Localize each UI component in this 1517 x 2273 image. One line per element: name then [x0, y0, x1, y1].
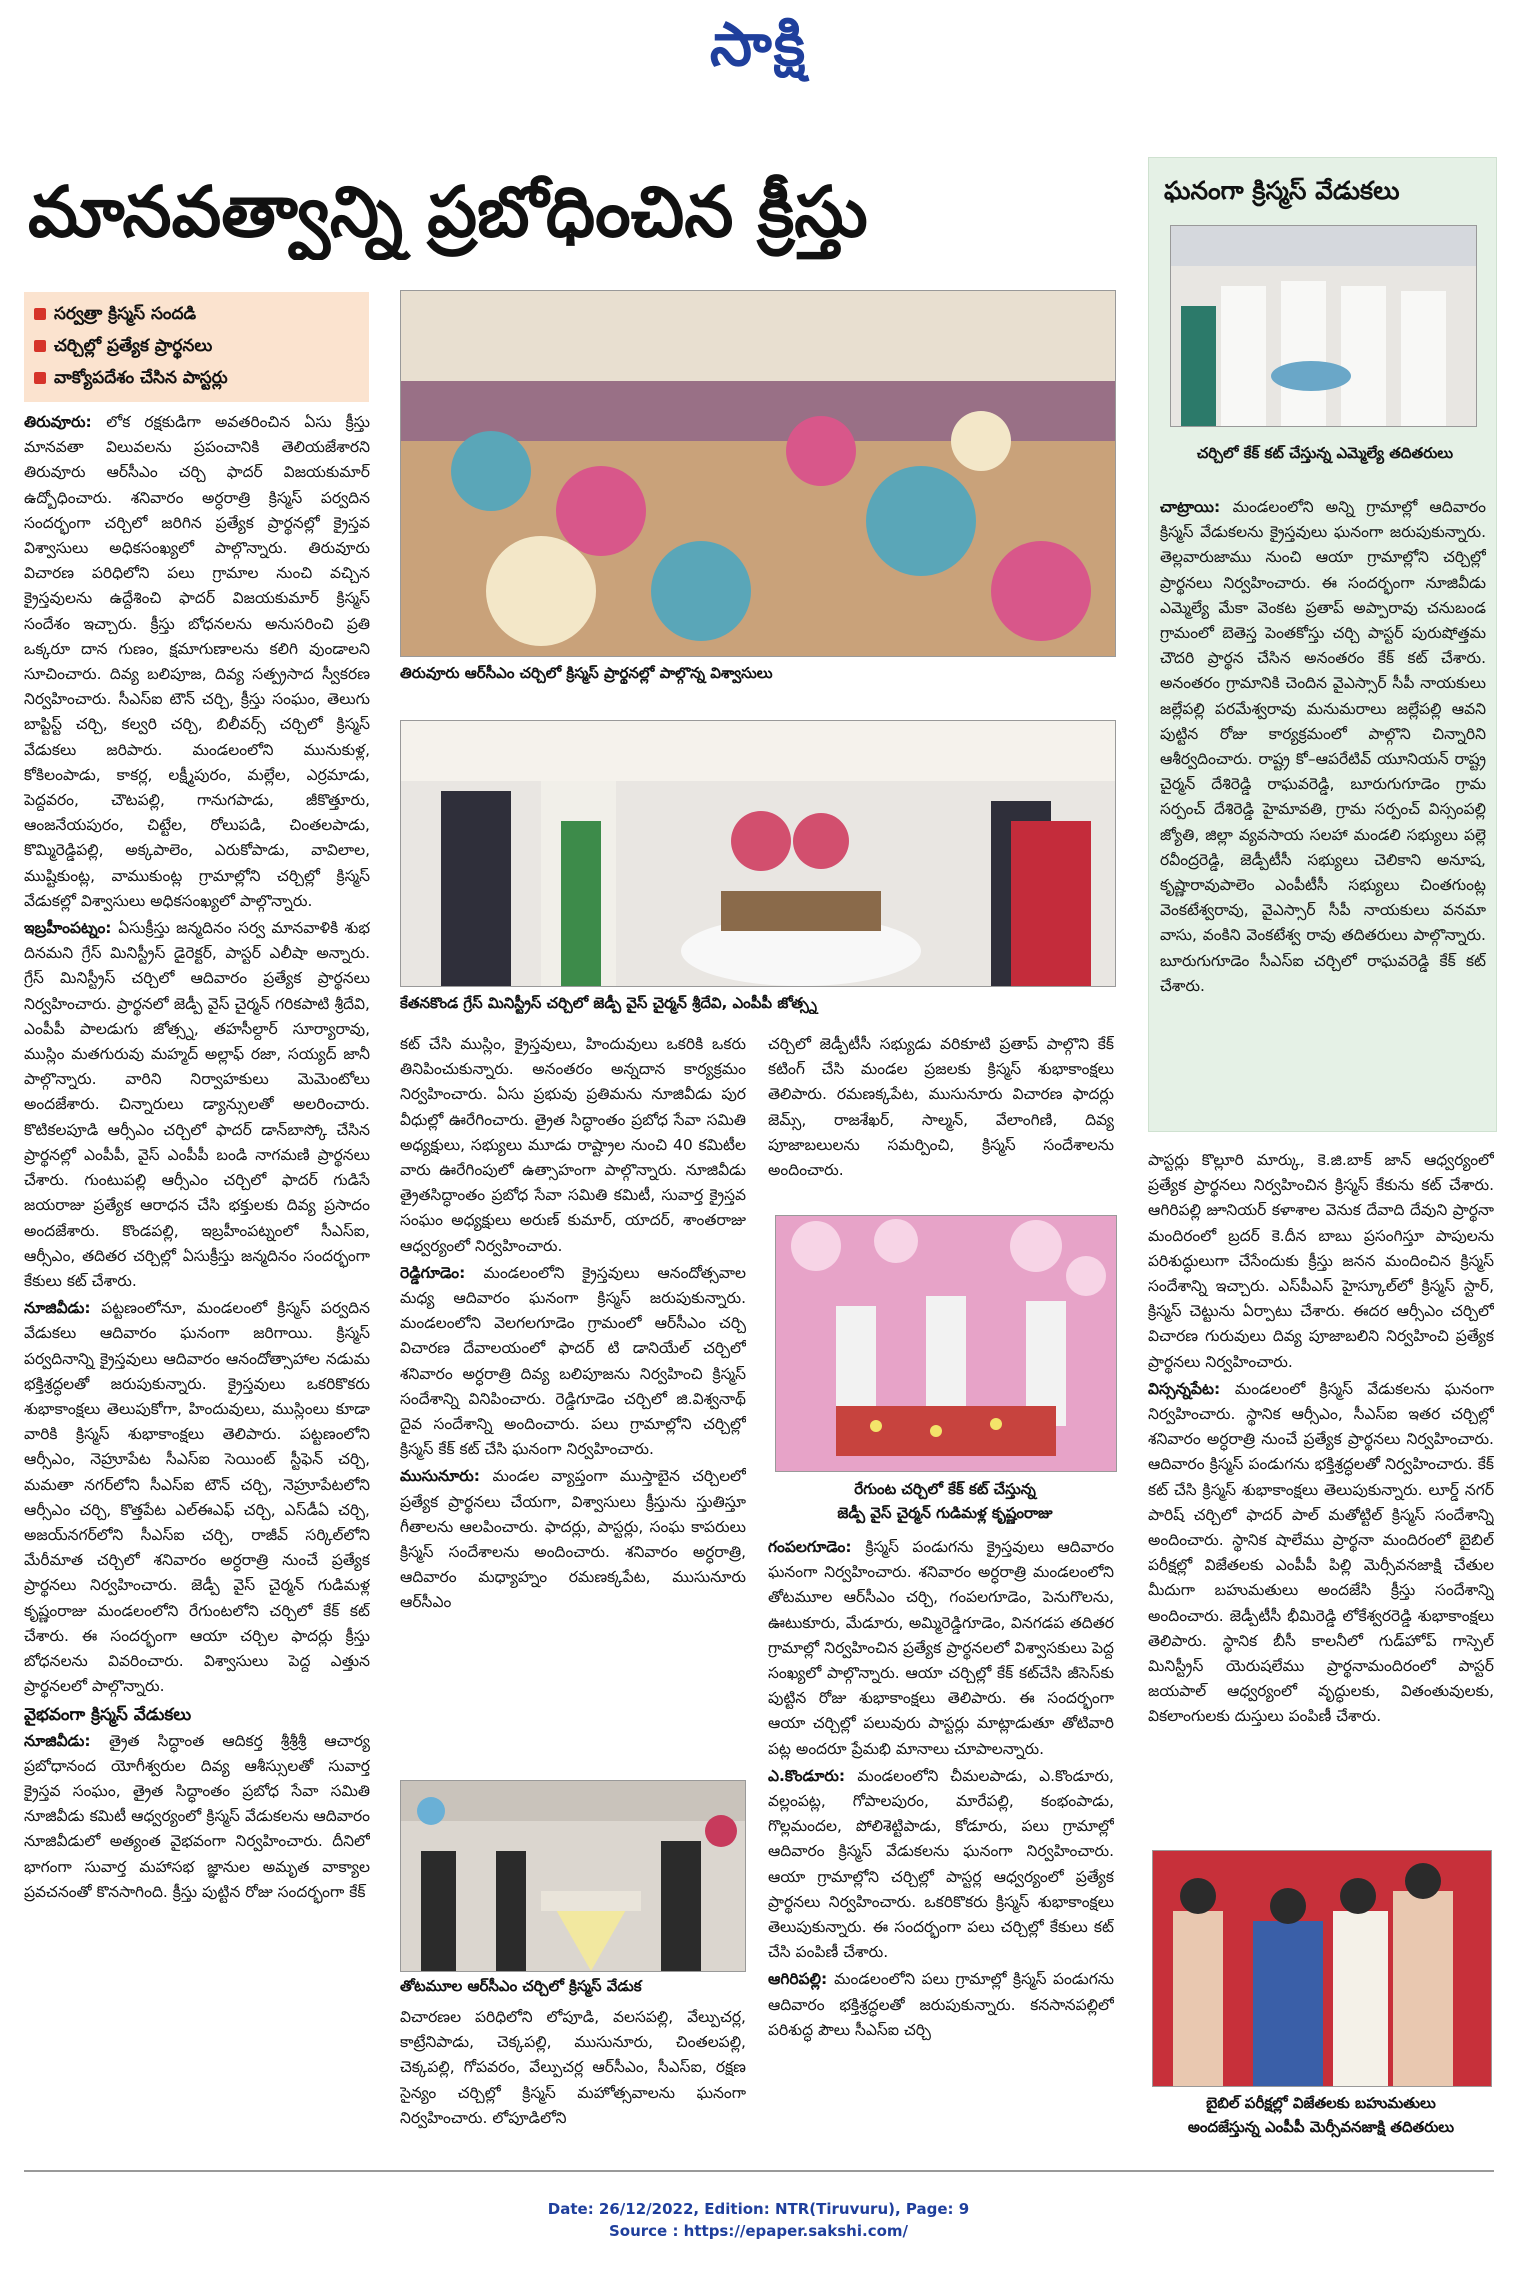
paragraph	[400, 1032, 746, 1259]
dateline: చాట్రాయి:	[1160, 498, 1233, 516]
paragraph	[1148, 1148, 1494, 1375]
sidebar-text	[1160, 495, 1486, 1123]
paragraph-text: త్రైత సిద్ధాంత ఆదికర్త శ్రీశ్రీశ్రీ ఆచార్య ప్రబోధానంద యోగీశ్వరుల దివ్య ఆశీస్సులతో సువార్త క్రైస్తవ సంఘం, త్రైత సిద్ధాంతం ప్రబోధ సేవా సమితి నూజివీడు కమిటీ ఆధ్వర్యంలో క్రిస్మస్ వేడుకలను ఆదివారం నూజివీడులో అత్యంత వైభవంగా నిర్వహించారు. దీనిలో భాగంగా సువార్త మహాసభ జ్ఞానుల అమృత వాక్యాల ప్రవచనంతో కొనసాగింది. క్రీస్తు పుట్టిన రోజు సందర్భంగా కేక్	[24, 1731, 370, 1901]
paragraph	[400, 2005, 746, 2131]
article-column-4	[1148, 1148, 1494, 1843]
paragraph-text: పట్టణంలోనూ, మండలంలో క్రిస్మస్ పర్వదిన వేడుకలు ఆదివారం ఘనంగా జరిగాయి. క్రిస్మస్ పర్వదినాన్ని క్రైస్తవులు ఆదివారం ఆనందోత్సాహాల నడుమ భక్తిశ్రద్ధలతో జరుపుకున్నారు. క్రైస్తవులు ఒకరికొకరు శుభాకాంక్షలు తెలుపుకోగా, హిందువులు, ముస్లింలు కూడా వారికి క్రిస్మస్ శుభాకాంక్షలు తెలిపారు. పట్టణంలోని ఆర్సీఎం, నెహ్రూపేట సీఎస్ఐ సెయింట్ స్టీఫెన్ చర్చి, మమతా నగర్‌లోని సీఎస్ఐ టౌన్ చర్చి, నెహ్రూపేటలోని ఆర్సీఎం చర్చి, కొత్తపేట ఎల్‌ఈఎఫ్ చర్చి, ఎస్‌డీఏ చర్చి, అజయ్‌నగర్‌లోని సీఎస్ఐ చర్చి, రాజీవ్ సర్కిల్‌లోని మేరీమాత చర్చిలో శనివారం అర్ధరాత్రి నుంచే ప్రత్యేక ప్రార్థనలు నిర్వహించారు. జెడ్పీ వైస్ చైర్మన్ గుడిమళ్ల కృష్ణంరాజు మండలంలోని రేగుంటలోని చర్చిలో కేక్ కట్ చేశారు. ఈ సందర్భంగా ఆయా చర్చిల ఫాదర్లు క్రీస్తు బోధనలను వివరించారు. విశ్వాసులు పెద్ద ఎత్తున ప్రార్థనలలో పాల్గొన్నారు.	[24, 1299, 370, 1696]
photo-caption: తిరువూరు ఆర్‌సీఎం చర్చిలో క్రిస్మస్ ప్రార్థనల్లో పాల్గొన్న విశ్వాసులు	[400, 664, 773, 682]
bullet-box	[24, 292, 369, 402]
photo-thotamula-church	[400, 1780, 746, 1972]
paragraph	[768, 1967, 1114, 2043]
article-column-2-bottom	[400, 2005, 746, 2155]
paragraph-text: మండలంలోని చీమలపాడు, ఎ.కొండూరు, వల్లంపట్ల, గోపాలపురం, మారేపల్లి, కంభంపాడు, గొల్లమందల, పోలిశెట్టిపాడు, కోడూరు, పలు గ్రామాల్లో ఆదివారం క్రిస్మస్ వేడుకలను ఘనంగా నిర్వహించారు. ఆయా గ్రామాల్లోని చర్చిల్లో పాస్టర్ల ఆధ్వర్యంలో ప్రత్యేక ప్రార్థనలు నిర్వహించారు. ఒకరికొకరు క్రిస్మస్ శుభాకాంక్షలు తెలుపుకున్నారు. ఈ సందర్భంగా పలు చర్చిల్లో కేకులు కట్ చేసి పంపిణీ చేశారు.	[768, 1766, 1114, 1962]
headline: మానవత్వాన్ని ప్రబోధించిన క్రీస్తు	[28, 171, 868, 253]
photo-mla-cake	[1170, 225, 1477, 427]
paragraph	[768, 1032, 1114, 1183]
dateline: విస్సన్నపేట:	[1148, 1379, 1235, 1398]
photo-caption: జెడ్పీ వైస్ చైర్మన్ గుడిమళ్ల కృష్ణంరాజు	[837, 1504, 1053, 1522]
paragraph	[24, 1729, 370, 1905]
photo-caption: కేతనకొండ గ్రేస్ మినిస్ట్రీస్ చర్చిలో జెడ్పీ వైస్ చైర్మన్ శ్రీదేవి, ఎంపీపీ జోత్స్న	[400, 994, 817, 1012]
paragraph-text: చర్చిలో జెడ్పీటీసీ సభ్యుడు వరికూటి ప్రతాప్ పాల్గొని కేక్ కటింగ్ చేసి మండల ప్రజలకు క్రిస్మస్ శుభాకాంక్షలు తెలిపారు. రమణక్కపేట, ముసునూరు విచారణ ఫాదర్లు జెమ్స్, రాజశేఖర్, సాల్మన్, వేలాంగిణి, దివ్య పూజాబలులను సమర్పించి, క్రిస్మస్ సందేశాలను అందించారు.	[768, 1035, 1114, 1180]
bottom-rule	[24, 2170, 1494, 2172]
paragraph	[24, 1296, 370, 1699]
paragraph-text: ఏసుక్రీస్తు జన్మదినం సర్వ మానవాళికి శుభ దినమని గ్రేస్ మినిస్ట్రీస్ డైరెక్టర్, పాస్టర్ ఎలీషా అన్నారు. గ్రేస్ మినిస్ట్రీస్ చర్చిలో ఆదివారం ప్రత్యేక ప్రార్థనలు నిర్వహించారు. ప్రార్థనలో జెడ్పీ వైస్ చైర్మన్ గరికపాటి శ్రీదేవి, ఎంపీపీ పాలడుగు జోత్స్న, తహసీల్దార్ సూర్యారావు, ముస్లిం మతగురువు మహ్మద్ అల్లాఫ్ రజా, సయ్యద్ జానీ పాల్గొన్నారు. వారిని నిర్వాహకులు మెమెంటోలు అందజేశారు. చిన్నారులు డ్యాన్సులతో అలరించారు. కొటికలపూడి ఆర్సీఎం చర్చిలో ఫాదర్ డాన్‌బాస్కో చేసిన ప్రార్థనల్లో ఎంపీపీ, వైస్ ఎంపీపీ బండి నాగమణి ప్రార్థనలు చేశారు. గుంటుపల్లి ఆర్సీఎం చర్చిలో ఫాదర్ గుడిసే జయరాజు ప్రత్యేక ఆరాధన చేసి భక్తులకు దివ్య ప్రసాదం అందజేశారు. కొండపల్లి, ఇబ్రహీంపట్నంలో సీఎస్ఐ, ఆర్సీఎం, తదితర చర్చిల్లో ఏసుక్రీస్తు జన్మదినం సందర్భంగా కేకులు కట్ చేశారు.	[24, 919, 370, 1290]
dateline: ఆగిరిపల్లి:	[768, 1970, 835, 1989]
photo-church-crowd	[400, 290, 1116, 657]
dateline: రెడ్డిగూడెం:	[400, 1263, 484, 1282]
bullet-item: వాక్యోపదేశం చేసిన పాస్టర్లు	[34, 362, 359, 394]
paragraph-text: క్రిస్మస్ పండుగను క్రైస్తవులు ఆదివారం ఘనంగా నిర్వహించారు. శనివారం అర్ధరాత్రి మండలంలోని తోటమూల ఆర్‌సీఎం చర్చి, గంపలగూడెం, పెనుగొలను, ఊటుకూరు, మేడూరు, అమ్మిరెడ్డిగూడెం, వినగడప తదితర గ్రామాల్లో నిర్వహించిన ప్రత్యేక ప్రార్థనలలో విశ్వాసకులు పెద్ద సంఖ్యలో పాల్గొన్నారు. ఆయా చర్చిల్లో కేక్ కట్‌చేసి జీసెస్‌కు పుట్టిన రోజు శుభాకాంక్షలు తెలిపారు. ఈ సందర్భంగా ఆయా చర్చిల్లో పలువురు పాస్టర్లు మాట్లాడుతూ తోటివారి పట్ల అందరూ ప్రేమభి మానాలు చూపాలన్నారు.	[768, 1538, 1114, 1758]
photo-cake-cutting	[400, 720, 1116, 987]
article-column-3-bottom	[768, 1535, 1114, 2155]
bullet-item: సర్వత్రా క్రిస్మస్ సందడి	[34, 298, 359, 330]
paragraph-text: విచారణల పరిధిలోని లోపూడి, వలసపల్లి, వేల్పుచర్ల, కాట్రేనిపాడు, చెక్కపల్లి, ముసునూరు, చింతలపల్లి, చెక్కపల్లి, గోపవరం, వేల్పుచర్ల ఆర్‌సీఎం, సీఎస్ఐ, రక్షణ సైన్యం చర్చిల్లో క్రిస్మస్ మహోత్సవాలను ఘనంగా నిర్వహించారు. లోపూడిలోని	[400, 2008, 746, 2127]
paragraph	[1148, 1377, 1494, 1730]
dateline: నూజివీడు:	[24, 1731, 110, 1750]
paragraph-text: మండల వ్యాప్తంగా ముస్తాబైన చర్చిలలో ప్రత్యేక ప్రార్థనలు చేయగా, విశ్వాసులు క్రీస్తును స్తుతిస్తూ గీతాలను ఆలపించారు. ఫాదర్లు, పాస్టర్లు, సంఘ కాపరులు క్రిస్మస్ సందేశాలను అందించారు. శనివారం అర్ధరాత్రి, ఆదివారం మధ్యాహ్నం రమణక్కపేట, ముసునూరు ఆర్‌సీఎం	[400, 1467, 746, 1612]
footer-date: Date: 26/12/2022, Edition: NTR(Tiruvuru), Page: 9	[547, 2200, 970, 2218]
paragraph-text: లోక రక్షకుడిగా అవతరించిన ఏసు క్రీస్తు మానవతా విలువలను ప్రపంచానికి తెలియజేశారని తిరువూరు ఆర్‌సీఎం చర్చి ఫాదర్ విజయకుమార్ ఉద్బోధించారు. శనివారం అర్ధరాత్రి క్రిస్మస్ పర్వదిన సందర్భంగా చర్చిలో జరిగిన ప్రత్యేక ప్రార్థనల్లో క్రైస్తవ విశ్వాసులు అధికసంఖ్యలో పాల్గొన్నారు. తిరువూరు విచారణ పరిధిలోని పలు గ్రామాల నుంచి వచ్చిన క్రైస్తవులను ఉద్దేశించి ఫాదర్ విజయకుమార్ క్రిస్మస్ సందేశం ఇచ్చారు. క్రీస్తు బోధనలను అనుసరించి ప్రతి ఒక్కరూ దాన గుణం, క్షమాగుణాలను కలిగి వుండాలని సూచించారు. దివ్య బలిపూజ, దివ్య సత్ప్రసాద స్వీకరణ నిర్వహించారు. సీఎస్ఐ టౌన్ చర్చి, క్రీస్తు సంఘం, తెలుగు బాప్టిస్ట్ చర్చి, కల్వరి చర్చి, బిలీవర్స్ చర్చిలో క్రిస్మస్ వేడుకలు జరిపారు. మండలంలోని మునుకుళ్ల, కోకిలంపాడు, కాకర్ల, లక్ష్మీపురం, మల్లేల, ఎర్రమాడు, పెద్దవరం, చౌటపల్లి, గానుగపాడు, జీకొత్తూరు, ఆంజనేయపురం, చిట్టేల, రోలుపడి, చింతలపాడు, కొమ్మిరెడ్డిపల్లి, అక్కపాలెం, ఎరుకోపాడు, వావిలాల, ముష్టికుంట్ల, వాముకుంట్ల గ్రామాల్లోని చర్చిల్లో క్రిస్మస్ వేడుకల్లో విశ్వాసులు అధికసంఖ్యలో పాల్గొన్నారు.	[24, 413, 370, 910]
photo-caption: బైబిల్ పరీక్షల్లో విజేతలకు బహుమతులు	[1206, 2094, 1436, 2112]
photo-regunta-church	[775, 1215, 1117, 1472]
paragraph	[1160, 495, 1486, 999]
sidebar-title: ఘనంగా క్రిస్మస్ వేడుకలు	[1164, 176, 1400, 205]
paragraph	[24, 916, 370, 1294]
dateline: నూజివీడు:	[24, 1299, 102, 1318]
article-column-2	[400, 1032, 746, 1772]
paragraph	[24, 410, 370, 914]
footer-source: Source : https://epaper.sakshi.com/	[608, 2222, 908, 2240]
photo-caption: రేగుంట చర్చిలో కేక్ కట్ చేస్తున్న	[854, 1480, 1036, 1498]
bullet-item: చర్చిల్లో ప్రత్యేక ప్రార్థనలు	[34, 330, 359, 362]
subheading: వైభవంగా క్రిస్మస్ వేడుకలు	[24, 1705, 192, 1726]
photo-caption: తోటమూల ఆర్‌సీఎం చర్చిలో క్రిస్మస్ వేడుక	[400, 1977, 642, 1995]
photo-caption: అందజేస్తున్న ఎంపీపీ మెర్సీవనజాక్షి తదితరులు	[1187, 2118, 1455, 2136]
paragraph-text: మండలంలో క్రిస్మస్ వేడుకలను ఘనంగా నిర్వహించారు. స్థానిక ఆర్సీఎం, సీఎస్ఐ ఇతర చర్చిల్లో శనివారం అర్ధరాత్రి నుంచే ప్రత్యేక ప్రార్థనలు నిర్వహించారు. ఆదివారం క్రిస్మస్ పండుగను భక్తిశ్రద్ధలతో నిర్వహించారు. కేక్ కట్ చేసి క్రిస్మస్ శుభాకాంక్షలు తెలుపుకున్నారు. లూర్డ్ నగర్ పారిష్ చర్చిలో ఫాదర్ పాల్ మతోట్టిల్ క్రిస్మస్ సందేశాన్ని అందించారు. స్థానిక షాలేము ప్రార్థనా మందిరంలో బైబిల్ పరీక్షల్లో విజేతలకు ఎంపీపీ పిల్లి మెర్సీవనజాక్షి చేతుల మీదుగా బహుమతులు అందజేసి క్రీస్తు సందేశాన్ని అందించారు. జెడ్పీటీసీ భీమిరెడ్డి లోకేశ్వరరెడ్డి శుభాకాంక్షలు తెలిపారు. స్థానిక బీసీ కాలనీలో గుడ్‌హోప్ గాస్పెల్ మినిస్ట్రీస్ యెరుషలేము ప్రార్థనామందిరంలో పాస్టర్ జయపాల్ ఆధ్వర్యంలో వృద్ధులకు, వితంతువులకు, వికలాంగులకు దుస్తులు పంపిణీ చేశారు.	[1148, 1379, 1494, 1726]
paragraph-text: పాస్టర్లు కొల్లూరి మార్కు, కె.జి.బాక్ జాన్ ఆధ్వర్యంలో ప్రత్యేక ప్రార్థనలు నిర్వహించిన క్రిస్మస్ కేకును కట్ చేశారు. ఆగిరిపల్లి జూనియర్ కళాశాల వెనుక దేవాది దేవుని ప్రార్థనా మందిరంలో బ్రదర్ కె.దీన బాబు ప్రసంగిస్తూ పాపులను పరిశుద్ధులుగా చేసేందుకు క్రీస్తు జనన మందించిన క్రిస్మస్ సందేశాన్ని ఇచ్చారు. ఎస్‌పీఎస్ హైస్కూల్‌లో క్రిస్మస్ స్టార్, క్రిస్మస్ చెట్టును ఏర్పాటు చేశారు. ఈదర ఆర్సీఎం చర్చిలో విచారణ గురువులు దివ్య పూజాబలిని నిర్వహించి ప్రత్యేక ప్రార్థనలు నిర్వహించారు.	[1148, 1151, 1494, 1371]
article-column-3-top	[768, 1032, 1114, 1202]
paragraph-text: కట్ చేసి ముస్లిం, క్రైస్తవులు, హిందువులు ఒకరికి ఒకరు తినిపించుకున్నారు. అనంతరం అన్నదాన కార్యక్రమం నిర్వహించారు. ఏసు ప్రభువు ప్రతిమను నూజివీడు పుర వీధుల్లో ఊరేగించారు. త్రైత సిద్ధాంతం ప్రబోధ సేవా సమితి అధ్యక్షులు, సభ్యులు మూడు రాష్ట్రాల నుంచి 40 కమిటీల వారు ఊరేగింపులో ఉత్సాహంగా పాల్గొన్నారు. నూజివీడు త్రైతసిద్ధాంతం ప్రబోధ సేవా సమితి కమిటీ, సువార్త క్రైస్తవ సంఘం అధ్యక్షులు అరుణ్ కుమార్, యాదర్, శాంతరాజు ఆధ్వర్యంలో నిర్వహించారు.	[400, 1035, 746, 1255]
paragraph-text: మండలంలోని పలు గ్రామాల్లో క్రిస్మస్ పండుగను ఆదివారం భక్తిశ్రద్ధలతో జరుపుకున్నారు. కనసానపల్లిలో పరిశుద్ధ పౌలు సీఎస్ఐ చర్చి	[768, 1970, 1114, 2039]
photo-caption: చర్చిలో కేక్ కట్ చేస్తున్న ఎమ్మెల్యే తదితరులు	[1196, 444, 1454, 462]
masthead-logo: సాక్షి	[709, 10, 808, 80]
paragraph	[400, 1464, 746, 1615]
paragraph-text: మండలంలోని క్రైస్తవులు ఆనందోత్సవాల మధ్య ఆదివారం ఘనంగా క్రిస్మస్ జరుపుకున్నారు. మండలంలోని వెలగలగూడెం గ్రామంలో ఆర్‌సీఎం చర్చి విచారణ దేవాలయంలో ఫాదర్ టి డానియేల్ చర్చిలో శనివారం అర్ధరాత్రి దివ్య బలిపూజను నిర్వహించి క్రిస్మస్ సందేశాన్ని వినిపించారు. రెడ్డిగూడెం చర్చిలో జి.విశ్వనాథ్ దైవ సందేశాన్ని అందించారు. పలు గ్రామాల్లోని చర్చిల్లో క్రిస్మస్ కేక్ కట్ చేసి ఘనంగా నిర్వహించారు.	[400, 1263, 746, 1459]
paragraph	[768, 1764, 1114, 1966]
paragraph-text: మండలంలోని అన్ని గ్రామాల్లో ఆదివారం క్రిస్మస్ వేడుకలను క్రైస్తవులు ఘనంగా జరుపుకున్నారు. తెల్లవారుజాము నుంచి ఆయా గ్రామాల్లోని చర్చిల్లో ప్రార్థనలు నిర్వహించారు. ఈ సందర్భంగా నూజివీడు ఎమ్మెల్యే మేకా వెంకట ప్రతాప్ అప్పారావు చనుబండ గ్రామంలో బెతెస్త పెంతకోస్తు చర్చి పాస్టర్ పురుషోత్తమ చౌదరి ప్రార్థన చేసిన అనంతరం కేక్ కట్ చేశారు. అనంతరం గ్రామానికి చెందిన వైఎస్సార్ సీపీ నాయకులు జల్లేపల్లి పరమేశ్వరావు మనుమరాలు జల్లేపల్లి ఆవని పుట్టిన రోజు కార్యక్రమంలో పాల్గొని చిన్నారిని ఆశీర్వదించారు. రాష్ట్ర కో–ఆపరేటివ్ యూనియన్ రాష్ట్ర చైర్మన్ దేశిరెడ్డి రాఘవరెడ్డి, బూరుగుగూడెం గ్రామ సర్పంచ్ దేశిరెడ్డి హైమావతి, గ్రామ సర్పంచ్ విస్సంపల్లి జ్యోతి, జిల్లా వ్యవసాయ సలహా మండలి సభ్యులు పల్లె రవీంద్రరెడ్డి, జెడ్పీటీసీ సభ్యులు చెలికాని అనూష, కృష్ణారావుపాలెం ఎంపీటీసీ సభ్యులు చింతగుంట్ల వెంకటేశ్వరావు, వైఎస్సార్ సీపీ నాయకులు వనమా వాసు, వంకిని వెంకటేశ్వ రావు తదితరులు పాల్గొన్నారు. బూరుగుగూడెం సీఎస్ఐ చర్చిలో రాఘవరెడ్డి కేక్ కట్ చేశారు.	[1160, 498, 1486, 995]
dateline: ఇబ్రహీంపట్నం:	[24, 919, 119, 938]
dateline: గంపలగూడెం:	[768, 1538, 866, 1556]
article-column-1	[24, 410, 370, 2160]
dateline: ఎ.కొండూరు:	[768, 1766, 858, 1785]
paragraph	[400, 1261, 746, 1463]
dateline: ముసునూరు:	[400, 1467, 493, 1486]
photo-bible-prizes	[1152, 1850, 1492, 2087]
dateline: తిరువూరు:	[24, 413, 107, 431]
paragraph	[768, 1535, 1114, 1762]
